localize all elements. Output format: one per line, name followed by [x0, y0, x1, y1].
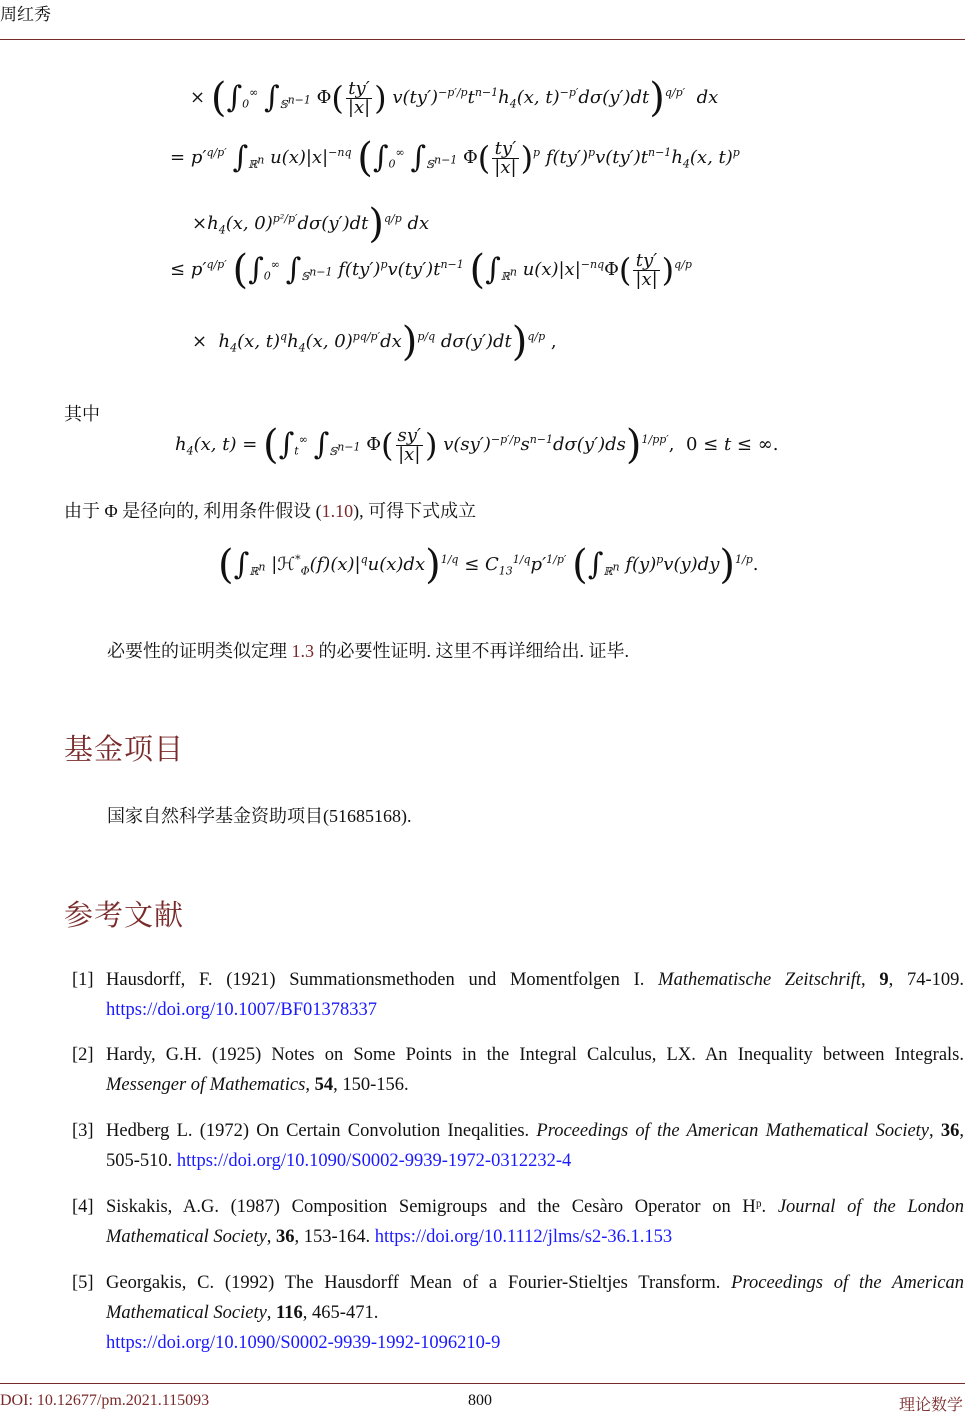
reference-journal: Proceedings of the American Mathematical Society [536, 1121, 930, 1141]
funding-heading: 基金项目 [64, 732, 185, 766]
running-header-author: 周红秀 [0, 5, 51, 24]
where-label: 其中 [64, 404, 100, 424]
reference-volume: 54 [314, 1075, 334, 1095]
reference-doi-link[interactable]: https://doi.org/10.1090/S0002-9939-1992-1096210-9 [106, 1333, 501, 1353]
reference-item: [5] Georgakis, C. (1992) The Hausdorff Mean of a Fourier-Stieltjes Transform. Proceedings of the American Mathematical Society, 116, 465-471. https://doi.org/10.1090/S0002-9939-1992-1096210-9 [72, 1268, 964, 1358]
reference-number: [2] [72, 1045, 94, 1065]
reference-pages: , 505-510. [106, 1121, 964, 1171]
reference-text: Hardy, G.H. (1925) Notes on Some Points in the Integral Calculus, LX. An Inequality between Integrals. [106, 1045, 964, 1065]
reference-number: [1] [72, 970, 94, 990]
radial-statement-prefix: 由于 Φ 是径向的, 利用条件假设 ( [64, 501, 322, 521]
reference-item: [1] Hausdorff, F. (1921) Summationsmethoden und Momentfolgen I. Mathematische Zeitschrift, 9, 74-109. https://doi.org/10.1007/BF01378337 [72, 965, 964, 1025]
equation-ref-link[interactable]: 1.10 [321, 501, 354, 521]
reference-journal: Proceedings of the American Mathematical Society [106, 1273, 964, 1323]
equation-line-5: × $h_4(x$, $t)^qh_4(x$, 0)$^{pq/p'}$dx)$^{p/q}$ dσ(y′)dt)$^{q/p}$ , [192, 319, 557, 365]
reference-journal: Messenger of Mathematics [106, 1075, 306, 1095]
radial-statement [64, 497, 476, 523]
funding-text: 国家自然科学基金资助项目(51685168). [107, 806, 412, 826]
reference-pages: , 150-156. [333, 1075, 409, 1095]
reference-volume: 116 [276, 1303, 303, 1323]
reference-pages: , 74-109. [888, 970, 965, 990]
equation-line-2: = $p'^{q/p'}$ $\int_{ℝ^n}$ $u(x)|x|^{-nq}$ ($\int_0^\infty$ $\int_{𝕊^{n-1}}$ Φ( $\frac{ty'}{|x|}$ )$^p$ $f(ty')^pv(ty')t^{n-1}h_4(x$, t)$^p$ [170, 135, 740, 181]
equation-line-4: ≤ $p'^{q/p'}$ ($\int_0^\infty$ $\int_{𝕊^{n-1}}$ $f(ty')^pv(ty')t^{n-1}$ ($\int_{ℝ^n}$ $u(x)|x|^{-nq}\Phi$( $\frac{ty'}{|x|}$ )$^{q/p}$ [170, 247, 692, 293]
theorem-ref-link[interactable]: 1.3 [291, 641, 314, 661]
footer-doi[interactable]: DOI: 10.12677/pm.2021.115093 [0, 1392, 210, 1409]
reference-journal: Journal of the London Mathematical Society [106, 1197, 964, 1247]
reference-number: [3] [72, 1121, 94, 1141]
reference-item: [4] Siskakis, A.G. (1987) Composition Semigroups and the Cesàro Operator on Hᵖ. Journal of the London Mathematical Society, 36, 153-164. https://doi.org/10.1112/jlms/s2-36.1.153 [72, 1192, 964, 1252]
footer-journal-name: 理论数学 [898, 1397, 963, 1414]
reference-volume: 9 [879, 970, 889, 990]
references-heading: 参考文献 [64, 898, 185, 932]
necessity-statement [107, 637, 629, 663]
necessity-prefix: 必要性的证明类似定理 [107, 641, 292, 661]
reference-item: [3] Hedberg L. (1972) On Certain Convolution Ineqalities. Proceedings of the American Mathematical Society, 36, 505-510. https://doi.org/10.1090/S0002-9939-1972-0312232-4 [72, 1116, 964, 1176]
reference-pages: , 465-471. [302, 1303, 379, 1323]
reference-pages: , 153-164. [294, 1227, 375, 1247]
necessity-suffix: 的必要性证明. 这里不再详细给出. 证毕. [314, 641, 629, 661]
reference-text: Hedberg L. (1972) On Certain Convolution Ineqalities. [106, 1121, 537, 1141]
page-number: 800 [468, 1392, 492, 1409]
reference-doi-link[interactable]: https://doi.org/10.1112/jlms/s2-36.1.153 [374, 1227, 673, 1247]
reference-journal: Mathematische Zeitschrift [658, 970, 861, 990]
h4-definition-equation: $h_4(x$, $t) = (\int_t^\infty$ $\int_{𝕊^{n-1}}$ Φ( $\frac{sy'}{|x|}$ ) $v(sy')^{-p'/p}s^{n-1}d\sigma(y')ds)^{1/pp'}$, 0 ≤ t ≤ ∞. [175, 422, 779, 468]
reference-number: [5] [72, 1273, 94, 1293]
reference-text: Georgakis, C. (1992) The Hausdorff Mean of a Fourier-Stieltjes Transform. [106, 1273, 732, 1293]
reference-number: [4] [72, 1197, 94, 1217]
reference-doi-link[interactable]: https://doi.org/10.1007/BF01378337 [106, 1000, 378, 1020]
header-divider [0, 39, 965, 40]
main-inequality-equation: ($\int_{ℝ^n}$ $|ℋ^*_\Phi(f)(x)|^qu(x)dx)^{1/q} \le C_{13}^{1/q}p'^{1/p'}$ ($\int_{ℝ^n}$ $f(y)^pv(y)dy)^{1/p}$. [218, 542, 759, 588]
footer-divider [0, 1383, 965, 1384]
radial-statement-suffix: ), 可得下式成立 [353, 501, 477, 521]
reference-doi-link[interactable]: https://doi.org/10.1090/S0002-9939-1972-0312232-4 [176, 1151, 572, 1171]
equation-line-3: $\times h_4(x$, 0)$^{p^2/p'}$dσ(y′)dt)$^{q/p}$ dx [192, 201, 430, 247]
reference-text: Hausdorff, F. (1921) Summationsmethoden und Momentfolgen I. [106, 970, 659, 990]
reference-text: Siskakis, A.G. (1987) Composition Semigroups and the Cesàro Operator on Hᵖ. [106, 1197, 778, 1217]
reference-volume: 36 [940, 1121, 960, 1141]
reference-volume: 36 [276, 1227, 295, 1247]
equation-line-1: × ($\int_0^\infty$ $\int_{𝕊^{n-1}}$ Φ( $\frac{ty'}{|x|}$ ) $v(ty')^{-p'/p}t^{n-1}h_4(x$, t)$^{-p'}$dσ(y′)dt)$^{q/p'}$ dx [190, 75, 719, 121]
reference-item: [2] Hardy, G.H. (1925) Notes on Some Points in the Integral Calculus, LX. An Inequality between Integrals. Messenger of Mathematics, 54, 150-156. [72, 1040, 964, 1100]
